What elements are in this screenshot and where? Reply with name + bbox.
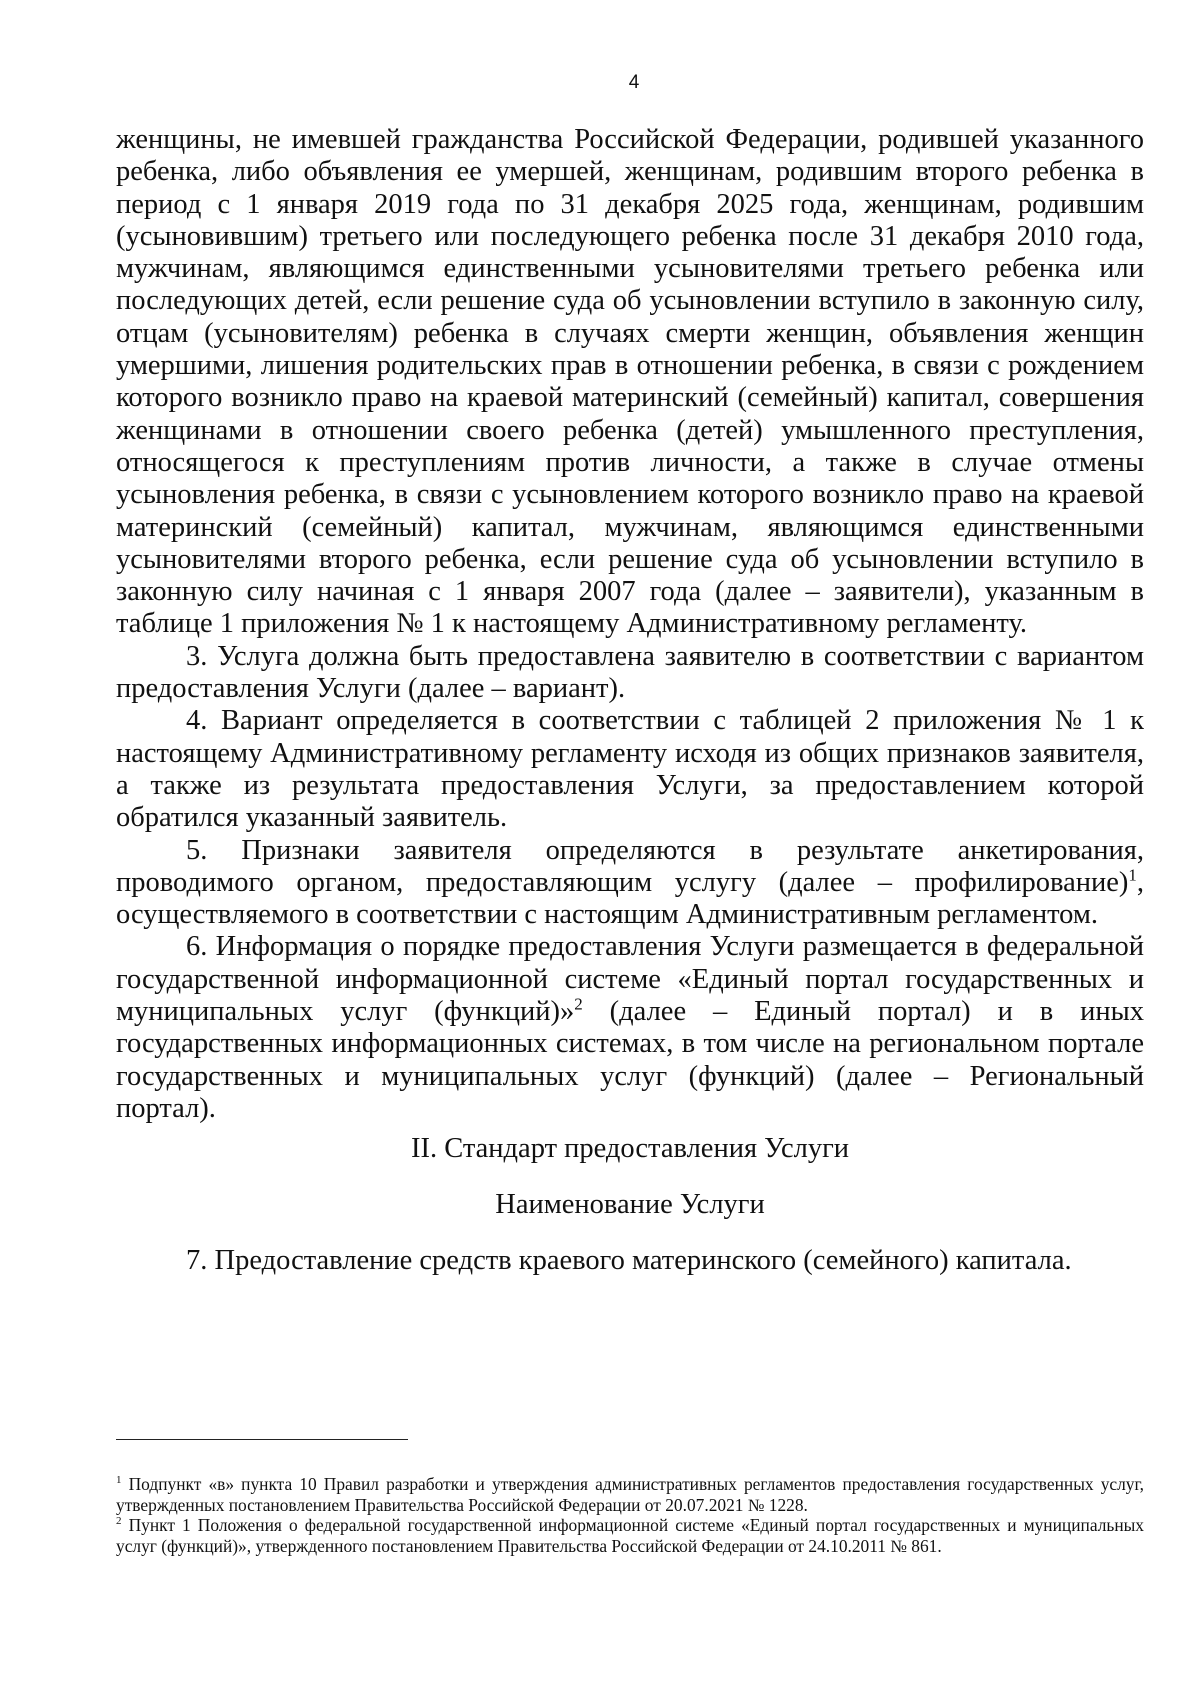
paragraph-5 xyxy=(116,835,1144,932)
footnote-text-1: Подпункт «в» пункта 10 Правил разработки и утверждения административных регламентов предоставления государственных услуг, утвержденных постановлением Правительства Российской Федерации от 20.07.2021 № 1228. xyxy=(116,1474,1144,1515)
paragraph-3: 3. Услуга должна быть предоставлена заявителю в соответствии с вариантом предоставления Услуги (далее – вариант). xyxy=(116,640,1144,705)
footnote-separator xyxy=(116,1439,408,1440)
footnote-mark-1: 1 xyxy=(116,1474,122,1487)
document-body xyxy=(116,124,1144,1125)
paragraph-6-text: 6. Информация о порядке предоставления Услуги размещается в федеральной государственной информационной системе «Единый портал государственных и муниципальных услуг (функций)» xyxy=(116,931,1144,1028)
footnote-2 xyxy=(116,1515,1144,1556)
footnotes xyxy=(116,1474,1144,1556)
paragraph-6 xyxy=(116,931,1144,1125)
page-number: 4 xyxy=(628,72,640,93)
footnote-mark-2: 2 xyxy=(116,1515,122,1528)
footnote-ref-1: 1 xyxy=(1128,865,1137,885)
section-heading: II. Стандарт предоставления Услуги xyxy=(410,1133,850,1164)
paragraph-4: 4. Вариант определяется в соответствии с таблицей 2 приложения № 1 к настоящему Административному регламенту исходя из общих признаков заявителя, а также из результата предоставления Услуги, за предоставлением которой обратился указанный заявитель. xyxy=(116,705,1144,834)
footnote-1 xyxy=(116,1474,1144,1515)
paragraph-7: 7. Предоставление средств краевого материнского (семейного) капитала. xyxy=(186,1245,1072,1276)
paragraph-5-text-end: , осуществляемого в соответствии с настоящим Административным регламентом. xyxy=(116,866,1144,931)
subheading: Наименование Услуги xyxy=(495,1189,765,1220)
paragraph-5-text: 5. Признаки заявителя определяются в результате анкетирования, проводимого органом, предоставляющим услугу (далее – профилирование) xyxy=(116,834,1144,898)
footnote-ref-2: 2 xyxy=(574,994,583,1014)
paragraph-6-text-end: (далее – Единый портал) и в иных государственных информационных системах, в том числе на региональном портале государственных и муниципальных услуг (функций) (далее – Региональный портал). xyxy=(116,996,1144,1124)
paragraph-applicants: женщины, не имевшей гражданства Российской Федерации, родившей указанного ребенка, либо объявления ее умершей, женщинам, родившим второго ребенка в период с 1 января 2019 года по 31 декабря 2025 года, женщинам, родившим (усыновившим) третьего или последующего ребенка после 31 декабря 2010 года, мужчинам, являющимся единственными усыновителями третьего ребенка или последующих детей, если решение суда об усыновлении вступило в законную силу, отцам (усыновителям) ребенка в случаях смерти женщин, объявления женщин умершими, лишения родительских прав в отношении ребенка, в связи с рождением которого возникло право на краевой материнский (семейный) капитал, совершения женщинами в отношении своего ребенка (детей) умышленного преступления, относящегося к преступлениям против личности, а также в случае отмены усыновления ребенка, в связи с усыновлением которого возникло право на краевой материнский (семейный) капитал, мужчинам, являющимся единственными усыновителями второго ребенка, если решение суда об усыновлении вступило в законную силу начиная с 1 января 2007 года (далее – заявители), указанным в таблице 1 приложения № 1 к настоящему Административному регламенту. xyxy=(116,124,1144,640)
footnote-text-2: Пункт 1 Положения о федеральной государственной информационной системе «Единый портал государственных и муниципальных услуг (функций)», утвержденного постановлением Правительства Российской Федерации от 24.10.2011 № 861. xyxy=(116,1515,1144,1556)
